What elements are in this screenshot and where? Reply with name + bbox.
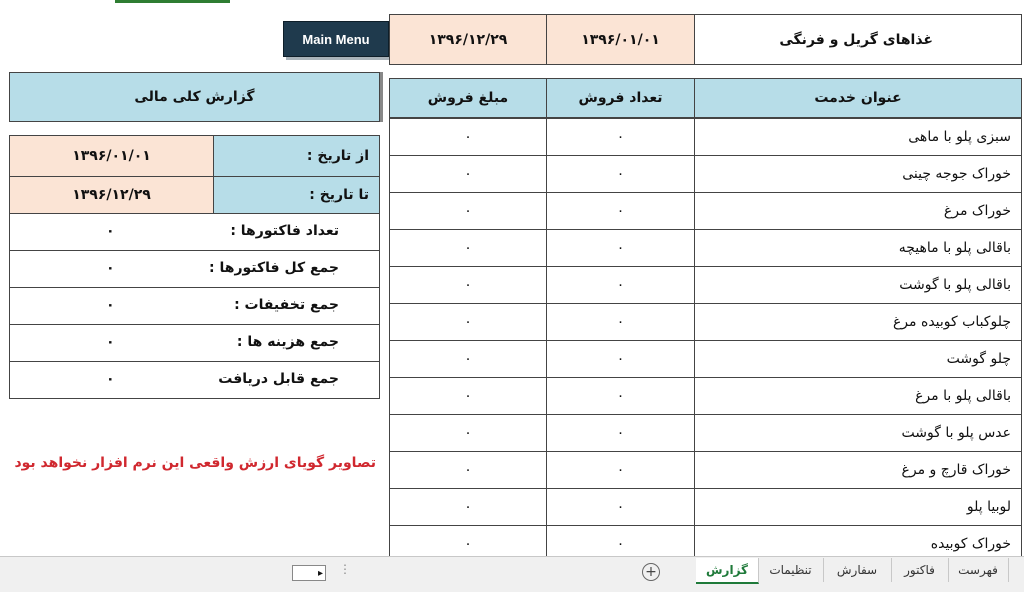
report-line-value[interactable]: ۰ xyxy=(106,260,115,276)
category-cell[interactable]: غذاهای گریل و فرنگی xyxy=(694,14,1022,65)
report-from-value[interactable]: ۱۳۹۶/۰۱/۰۱ xyxy=(9,135,214,177)
cell-service[interactable]: چلوکباب کوبیده مرغ xyxy=(694,303,1022,341)
cell-service[interactable]: خوراک مرغ xyxy=(694,192,1022,230)
header-count: تعداد فروش xyxy=(546,78,695,118)
header-service: عنوان خدمت xyxy=(694,78,1022,118)
report-line-value[interactable]: ۰ xyxy=(106,371,115,387)
cell-amount[interactable]: ۰ xyxy=(389,155,547,193)
cell-amount[interactable]: ۰ xyxy=(389,488,547,526)
cell-amount[interactable]: ۰ xyxy=(389,192,547,230)
cell-service[interactable]: خوراک کوبیده xyxy=(694,525,1022,563)
cell-count[interactable]: ۰ xyxy=(546,303,695,341)
cell-amount[interactable]: ۰ xyxy=(389,266,547,304)
disclaimer-text: تصاویر گویای ارزش واقعی این نرم افزار نخواهد بود xyxy=(14,455,376,471)
report-to-value[interactable]: ۱۳۹۶/۱۲/۲۹ xyxy=(9,176,214,214)
cell-amount[interactable]: ۰ xyxy=(389,525,547,563)
report-line-value[interactable]: ۰ xyxy=(106,297,115,313)
sheet-tab[interactable]: فاکتور xyxy=(891,558,949,582)
report-line xyxy=(9,213,380,251)
cell-amount[interactable]: ۰ xyxy=(389,229,547,267)
more-options-icon[interactable]: ⋮ xyxy=(339,562,351,576)
report-line xyxy=(9,250,380,288)
sheet-tab[interactable]: تنظیمات xyxy=(758,558,824,582)
report-line-label: جمع کل فاکتورها : xyxy=(209,260,339,276)
cell-count[interactable]: ۰ xyxy=(546,229,695,267)
cell-count[interactable]: ۰ xyxy=(546,414,695,452)
cell-service[interactable]: باقالی پلو با مرغ xyxy=(694,377,1022,415)
sheet-tab[interactable]: سفارش xyxy=(823,558,892,582)
report-line xyxy=(9,287,380,325)
cell-service[interactable]: باقالی پلو با ماهیچه xyxy=(694,229,1022,267)
cell-amount[interactable]: ۰ xyxy=(389,451,547,489)
cell-amount[interactable]: ۰ xyxy=(389,414,547,452)
report-line-label: تعداد فاکتورها : xyxy=(230,223,339,239)
cell-count[interactable]: ۰ xyxy=(546,192,695,230)
header-amount: مبلغ فروش xyxy=(389,78,547,118)
cell-service[interactable]: لوبیا پلو xyxy=(694,488,1022,526)
report-title: گزارش کلی مالی xyxy=(9,72,380,122)
report-line-label: جمع هزینه ها : xyxy=(236,334,339,350)
sheet-tab[interactable]: گزارش xyxy=(696,558,759,584)
main-menu-button[interactable]: Main Menu xyxy=(283,21,389,57)
sheet-tab[interactable]: فهرست xyxy=(948,558,1009,582)
cell-count[interactable]: ۰ xyxy=(546,451,695,489)
report-line-label: جمع قابل دریافت xyxy=(218,371,339,387)
cell-service[interactable]: عدس پلو با گوشت xyxy=(694,414,1022,452)
report-to-label: تا تاریخ : xyxy=(213,176,380,214)
tab-scroll-button[interactable]: ▸ xyxy=(292,565,326,581)
cell-count[interactable]: ۰ xyxy=(546,340,695,378)
report-line-value[interactable]: ۰ xyxy=(106,223,115,239)
from-date-cell[interactable]: ۱۳۹۶/۰۱/۰۱ xyxy=(546,14,695,65)
cell-count[interactable]: ۰ xyxy=(546,155,695,193)
cell-service[interactable]: چلو گوشت xyxy=(694,340,1022,378)
cell-amount[interactable]: ۰ xyxy=(389,118,547,156)
add-sheet-icon[interactable]: + xyxy=(642,563,660,581)
cell-amount[interactable]: ۰ xyxy=(389,340,547,378)
cell-count[interactable]: ۰ xyxy=(546,266,695,304)
cell-service[interactable]: خوراک جوجه چینی xyxy=(694,155,1022,193)
cell-count[interactable]: ۰ xyxy=(546,525,695,563)
cell-count[interactable]: ۰ xyxy=(546,118,695,156)
cell-count[interactable]: ۰ xyxy=(546,377,695,415)
cell-service[interactable]: سبزی پلو با ماهی xyxy=(694,118,1022,156)
selected-cell-indicator xyxy=(115,0,230,3)
to-date-cell[interactable]: ۱۳۹۶/۱۲/۲۹ xyxy=(389,14,547,65)
cell-service[interactable]: باقالی پلو با گوشت xyxy=(694,266,1022,304)
report-line-label: جمع تخفیفات : xyxy=(234,297,339,313)
report-line-value[interactable]: ۰ xyxy=(106,334,115,350)
cell-service[interactable]: خوراک قارچ و مرغ xyxy=(694,451,1022,489)
report-line xyxy=(9,324,380,362)
report-from-label: از تاریخ : xyxy=(213,135,380,177)
report-line xyxy=(9,361,380,399)
cell-amount[interactable]: ۰ xyxy=(389,377,547,415)
cell-count[interactable]: ۰ xyxy=(546,488,695,526)
cell-amount[interactable]: ۰ xyxy=(389,303,547,341)
